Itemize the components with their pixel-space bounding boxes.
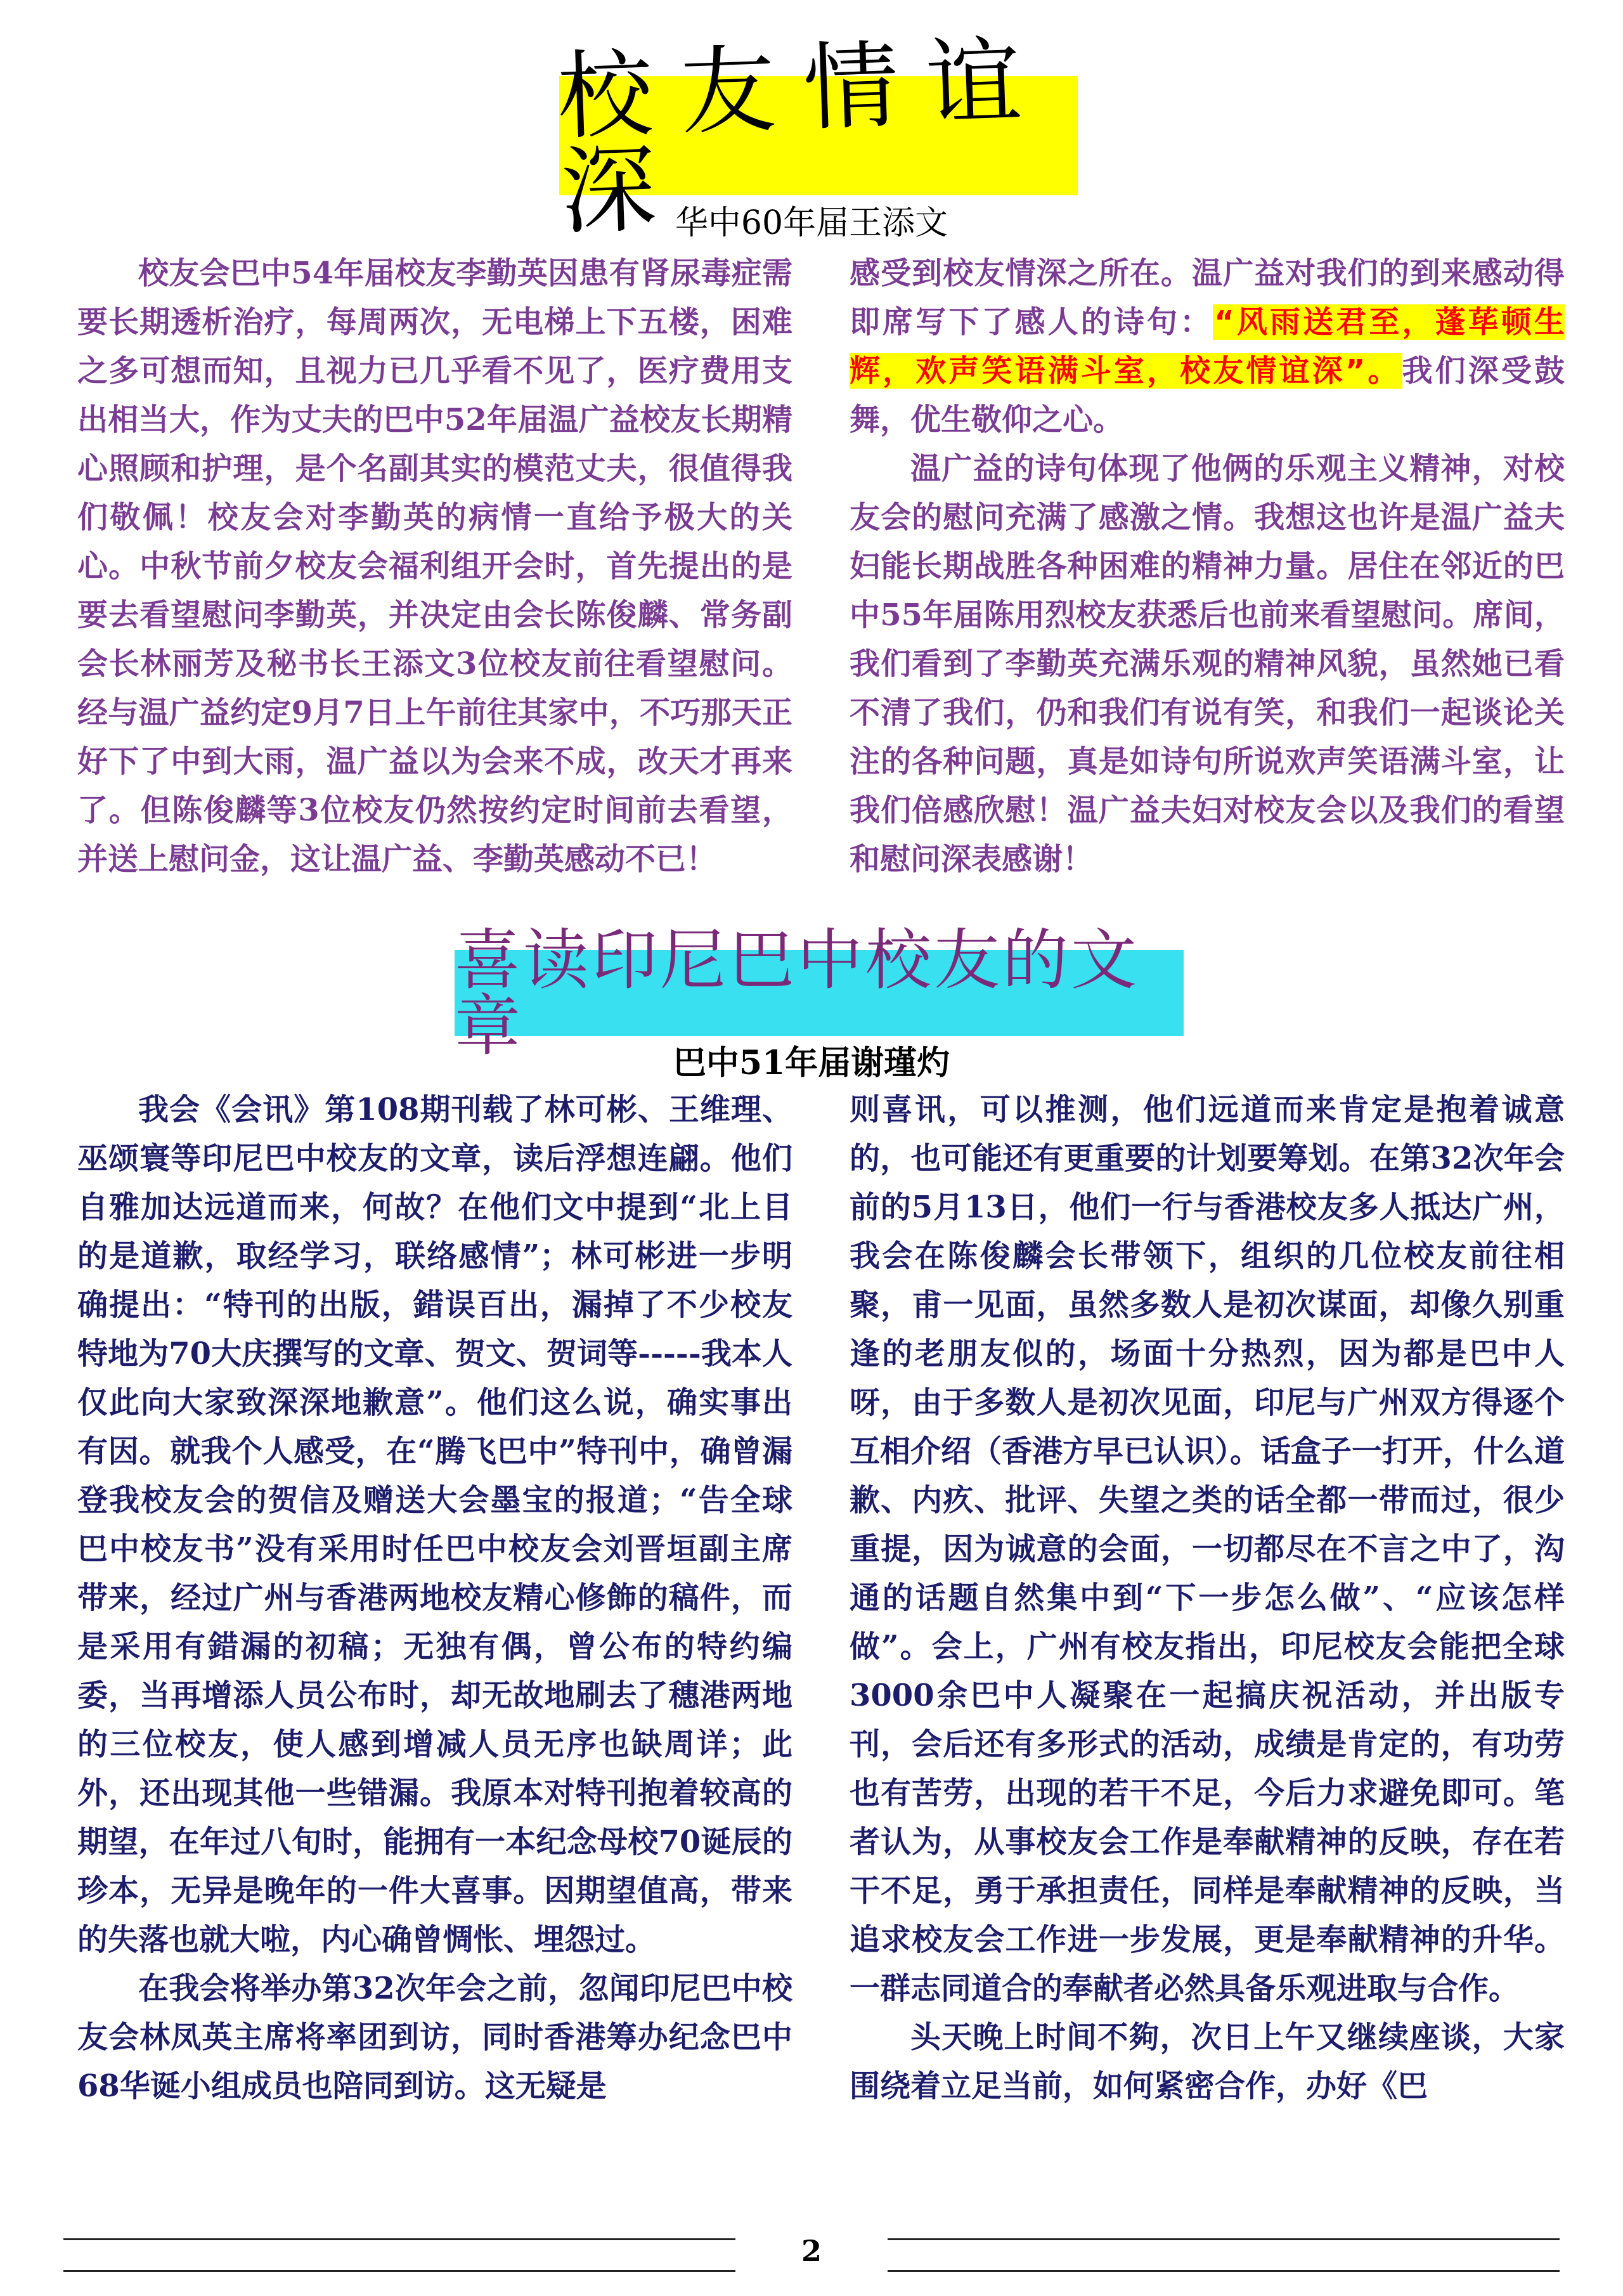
article1-right-column — [850, 249, 1565, 884]
article2-left-paragraph-1: 我会《会讯》第108期刊载了林可彬、王维理、巫颂寰等印尼巴中校友的文章，读后浮想连翩。他们自雅加达远道而来，何故？在他们文中提到“北上目的是道歉，取经学习，联络感情”；林可彬进一步明确提出：“特刊的出版，錯误百出，漏掉了不少校友特地为70大庆撰写的文章、贺文、贺词等-----我本人仅此向大家致深深地歉意”。他们这么说，确实事出有因。就我个人感受，在“腾飞巴中”特刊中，确曾漏登我校友会的贺信及赠送大会墨宝的报道；“告全球巴中校友书”没有采用时任巴中校友会刘晋垣副主席带来，经过广州与香港两地校友精心修飾的稿件，而是采用有錯漏的初稿；无独有偶，曾公布的特约编委，当再增添人员公布时，却无故地刷去了穗港两地的三位校友，使人感到增减人员无序也缺周详；此外，还出现其他一些错漏。我原本对特刊抱着较高的期望，在年过八旬时，能拥有一本纪念母校70诞辰的珍本，无异是晚年的一件大喜事。因期望值高，带来的失落也就大啦，内心确曾惆怅、埋怨过。 — [77, 1092, 792, 1957]
article1-left-paragraph: 校友会巴中54年届校友李勤英因患有肾尿毒症需要长期透析治疗，每周两次，无电梯上下五楼，困难之多可想而知，且视力已几乎看不见了，医疗费用支出相当大，作为丈夫的巴中52年届温广益校友长期精心照顾和护理，是个名副其实的模范丈夫，很值得我们敬佩！校友会对李勤英的病情一直给予极大的关心。中秋节前夕校友会福利组开会时，首先提出的是要去看望慰问李勤英，并决定由会长陈俊麟、常务副会长林丽芳及秘书长王添文3位校友前往看望慰问。经与温广益约定9月7日上午前往其家中，不巧那天正好下了中到大雨，温广益以为会来不成，改天才再来了。但陈俊麟等3位校友仍然按约定时间前去看望，并送上慰问金，这让温广益、李勤英感动不已！ — [77, 256, 792, 877]
footer-rule-left-bottom — [63, 2270, 735, 2272]
article1-byline: 华中60年届王添文 — [675, 204, 948, 242]
article2-left-column — [77, 1086, 792, 2111]
article2-right-column — [850, 1086, 1565, 2111]
footer-rule-left-top — [63, 2238, 735, 2240]
article2-left-paragraph-2: 在我会将举办第32次年会之前，忽闻印尼巴中校友会林凤英主席将率团到访，同时香港筹办纪念巴中68华诞小组成员也陪同到访。这无疑是 — [77, 1971, 792, 2104]
article1-left-column — [77, 249, 792, 884]
article2-byline: 巴中51年届谢瑾灼 — [673, 1044, 950, 1082]
footer-rule-right-bottom — [888, 2270, 1560, 2272]
article1-right-paragraph-1 — [850, 249, 1565, 444]
footer-rule-right-top — [888, 2238, 1560, 2240]
poem-quote-highlight: “风雨送君至，蓬荜顿生辉，欢声笑语满斗室，校友情谊深”。 — [850, 304, 1565, 389]
article1-right-paragraph-2: 温广益的诗句体现了他俩的乐观主义精神，对校友会的慰问充满了感激之情。我想这也许是温广益夫妇能长期战胜各种困难的精神力量。居住在邻近的巴中55年届陈用烈校友获悉后也前来看望慰问。席间，我们看到了李勤英充满乐观的精神风貌，虽然她已看不清了我们，仍和我们有说有笑，和我们一起谈论关注的各种问题，真是如诗句所说欢声笑语满斗室，让我们倍感欣慰！温广益夫妇对校友会以及我们的看望和慰问深表感谢！ — [850, 451, 1565, 877]
article2-title: 喜读印尼巴中校友的文章 — [455, 921, 1140, 1065]
article1-right-p1-before: 感受到校友情深之所在。温广益对我们的到来感动得即席写下了感人的诗句： — [850, 256, 1565, 340]
article1-title: 校友情谊深 — [555, 25, 1052, 248]
article2-right-paragraph-1: 则喜讯，可以推测，他们远道而来肯定是抱着诚意的，也可能还有更重要的计划要筹划。在第32次年会前的5月13日，他们一行与香港校友多人抵达广州，我会在陈俊麟会长带领下，组织的几位校友前往相聚，甫一见面，虽然多数人是初次谋面，却像久别重逢的老朋友似的，场面十分热烈，因为都是巴中人呀，由于多数人是初次见面，印尼与广州双方得逐个互相介绍（香港方早已认识）。话盒子一打开，什么道歉、内疚、批评、失望之类的话全都一带而过，很少重提，因为诚意的会面，一切都尽在不言之中了，沟通的话题自然集中到“下一步怎么做”、“应该怎样做”。会上，广州有校友指出，印尼校友会能把全球3000余巴中人凝聚在一起搞庆祝活动，并出版专刊，会后还有多形式的活动，成绩是肯定的，有功劳也有苦劳，出现的若干不足，今后力求避免即可。笔者认为，从事校友会工作是奉献精神的反映，存在若干不足，勇于承担责任，同样是奉献精神的反映，当追求校友会工作进一步发展，更是奉献精神的升华。一群志同道合的奉献者必然具备乐观进取与合作。 — [850, 1092, 1565, 2006]
article1-right-p1-after: 我们深受鼓舞，优生敬仰之心。 — [850, 353, 1565, 438]
page-number: 2 — [801, 2234, 822, 2268]
article2-right-paragraph-2: 头天晚上时间不夠，次日上午又继续座谈，大家围绕着立足当前，如何紧密合作，办好《巴 — [850, 2020, 1565, 2104]
